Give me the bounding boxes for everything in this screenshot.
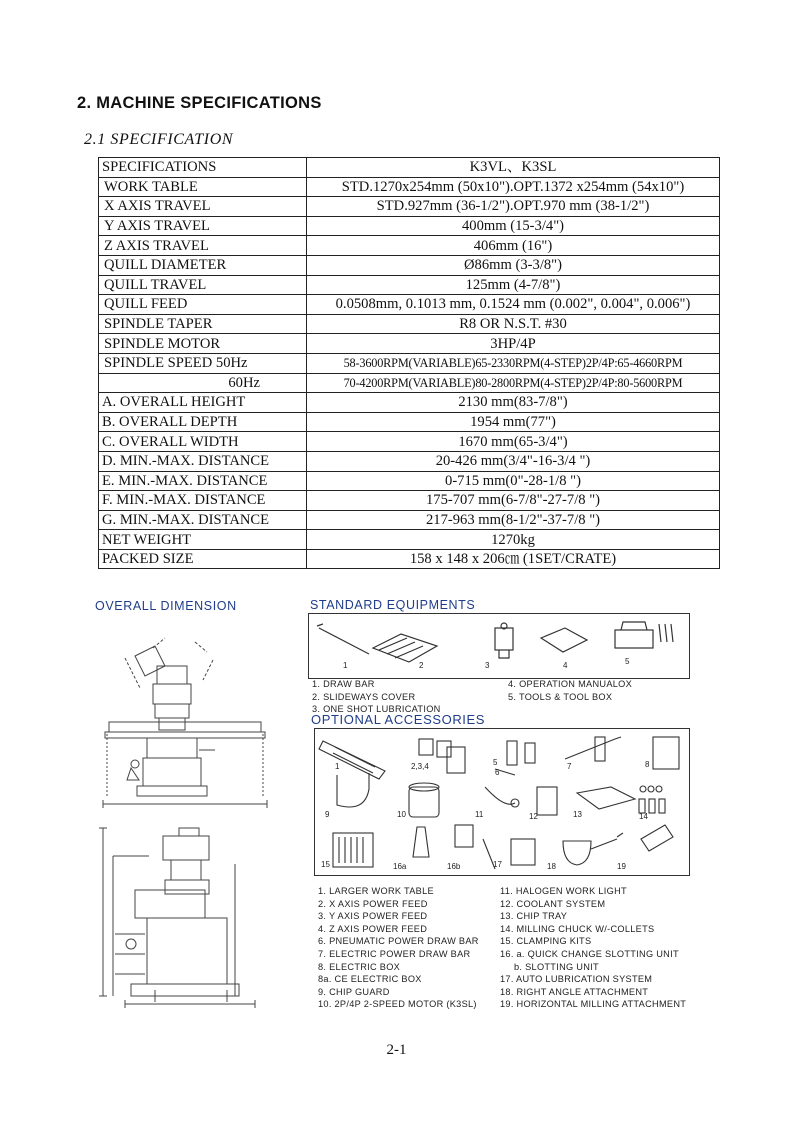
spec-value: 217-963 mm(8-1/2"-37-7/8 ") — [307, 510, 720, 530]
list-item: 6. PNEUMATIC POWER DRAW BAR — [318, 936, 479, 947]
list-item: b. SLOTTING UNIT — [514, 961, 599, 972]
spec-value: 158 x 148 x 206㎝ (1SET/CRATE) — [307, 549, 720, 569]
spec-value: 0-715 mm(0"-28-1/8 ") — [307, 471, 720, 491]
header-cell: SPECIFICATIONS — [99, 158, 307, 178]
section-heading: 2. MACHINE SPECIFICATIONS — [77, 94, 322, 112]
equipment-number: 5 — [625, 657, 630, 666]
standard-equipments-list-left — [312, 678, 441, 716]
table-row — [99, 393, 720, 413]
draw-bar-icon — [319, 628, 369, 654]
spec-label: NET WEIGHT — [99, 530, 307, 550]
accessory-number: 8 — [645, 760, 650, 769]
table-row — [99, 353, 720, 373]
list-item: 5. TOOLS & TOOL BOX — [508, 691, 613, 702]
standard-equipments-panel — [308, 613, 690, 679]
horizontal-milling-icon — [641, 825, 673, 851]
spec-label: E. MIN.-MAX. DISTANCE — [99, 471, 307, 491]
table-row — [99, 373, 720, 393]
operation-manual-icon — [541, 628, 587, 652]
standard-equipments-illustration — [309, 614, 689, 678]
clamping-kits-icon — [333, 833, 373, 867]
optional-accessories-list-left — [318, 885, 479, 1011]
equipment-number: 1 — [343, 661, 348, 670]
list-item: 10. 2P/4P 2-SPEED MOTOR (K3SL) — [318, 999, 477, 1010]
table-row — [99, 295, 720, 315]
one-shot-lubrication-icon — [495, 623, 513, 658]
spec-label: Y AXIS TRAVEL — [99, 216, 307, 236]
spec-value: Ø86mm (3-3/8") — [307, 255, 720, 275]
spec-value: 0.0508mm, 0.1013 mm, 0.1524 mm (0.002", 0.004", 0.006") — [307, 295, 720, 315]
table-row — [99, 432, 720, 452]
electric-box-icon — [653, 737, 679, 769]
table-row — [99, 451, 720, 471]
chip-guard-icon — [337, 773, 369, 807]
electric-draw-bar-icon — [565, 737, 621, 759]
accessory-number: 16a — [393, 862, 407, 871]
chip-tray-icon — [577, 787, 635, 809]
spec-value: 175-707 mm(6-7/8"-27-7/8 ") — [307, 491, 720, 511]
list-item: 11. HALOGEN WORK LIGHT — [500, 886, 627, 896]
spec-value: 20-426 mm(3/4"-16-3/4 ") — [307, 451, 720, 471]
list-item: 12. COOLANT SYSTEM — [500, 898, 606, 909]
list-item: 3. Y AXIS POWER FEED — [318, 911, 428, 922]
halogen-work-light-icon — [485, 787, 515, 804]
list-item: 4. OPERATION MANUALOX — [508, 679, 633, 689]
spec-label: F. MIN.-MAX. DISTANCE — [99, 491, 307, 511]
table-row — [99, 216, 720, 236]
spec-label: X AXIS TRAVEL — [99, 197, 307, 217]
overall-dimension-title: OVERALL DIMENSION — [95, 599, 237, 613]
equipment-number: 2 — [419, 661, 424, 670]
list-item: 14. MILLING CHUCK W/-COLLETS — [500, 923, 655, 934]
optional-accessories-illustration — [315, 729, 689, 875]
spec-label: QUILL TRAVEL — [99, 275, 307, 295]
table-row — [99, 197, 720, 217]
spec-label: SPINDLE TAPER — [99, 314, 307, 334]
table-row — [99, 314, 720, 334]
accessory-number: 14 — [639, 812, 648, 821]
spec-value: 2130 mm(83-7/8") — [307, 393, 720, 413]
spec-label: PACKED SIZE — [99, 549, 307, 569]
subsection-heading: 2.1 SPECIFICATION — [84, 131, 234, 148]
accessory-number: 6 — [495, 768, 500, 777]
spec-value: 3HP/4P — [307, 334, 720, 354]
spec-label: Z AXIS TRAVEL — [99, 236, 307, 256]
accessory-number: 7 — [567, 762, 572, 771]
slotting-unit-icon — [455, 825, 473, 847]
right-angle-attachment-icon — [563, 841, 591, 865]
spec-label: QUILL FEED — [99, 295, 307, 315]
list-item: 1. DRAW BAR — [312, 679, 375, 689]
accessory-number: 15 — [321, 860, 330, 869]
list-item: 8a. CE ELECTRIC BOX — [318, 974, 422, 985]
table-row — [99, 177, 720, 197]
auto-lubrication-icon — [511, 839, 535, 865]
front-view-drawing — [103, 638, 267, 808]
table-row — [99, 236, 720, 256]
accessory-number: 2,3,4 — [411, 762, 429, 771]
spec-label: SPINDLE SPEED 50Hz — [99, 353, 307, 373]
table-row — [99, 491, 720, 511]
table-header-row — [99, 158, 720, 178]
larger-work-table-icon — [319, 741, 385, 779]
table-row — [99, 530, 720, 550]
equipment-number: 4 — [563, 661, 568, 670]
list-item: 19. HORIZONTAL MILLING ATTACHMENT — [500, 999, 687, 1010]
lubrication-bottle-icon — [595, 737, 605, 761]
coolant-system-icon — [537, 787, 557, 815]
spec-label: B. OVERALL DEPTH — [99, 412, 307, 432]
list-item: 1. LARGER WORK TABLE — [318, 886, 434, 896]
table-row — [99, 334, 720, 354]
spec-value: 125mm (4-7/8") — [307, 275, 720, 295]
accessory-number: 17 — [493, 860, 502, 869]
spec-value: STD.1270x254mm (50x10").OPT.1372 x254mm (54x10") — [307, 177, 720, 197]
accessory-number: 13 — [573, 810, 582, 819]
spec-value: 400mm (15-3/4") — [307, 216, 720, 236]
side-view-drawing — [99, 828, 255, 1008]
spec-label: G. MIN.-MAX. DISTANCE — [99, 510, 307, 530]
spec-value: 406mm (16") — [307, 236, 720, 256]
optional-accessories-panel — [314, 728, 690, 876]
list-item: 15. CLAMPING KITS — [500, 936, 592, 947]
list-item: 3. ONE SHOT LUBRICATION — [312, 704, 441, 715]
spec-label: SPINDLE MOTOR — [99, 334, 307, 354]
table-row — [99, 275, 720, 295]
spec-value: 70-4200RPM(VARIABLE)80-2800RPM(4-STEP)2P/4P:80-5600RPM — [307, 373, 720, 393]
list-item: 2. SLIDEWAYS COVER — [312, 691, 416, 702]
spec-value: 1670 mm(65-3/4") — [307, 432, 720, 452]
spec-label: QUILL DIAMETER — [99, 255, 307, 275]
overall-dimension-drawing — [95, 618, 295, 1018]
spec-value: R8 OR N.S.T. #30 — [307, 314, 720, 334]
table-row — [99, 510, 720, 530]
optional-accessories-title: OPTIONAL ACCESSORIES — [311, 712, 486, 727]
list-item: 18. RIGHT ANGLE ATTACHMENT — [500, 986, 649, 997]
spec-value: 1954 mm(77") — [307, 412, 720, 432]
header-cell: K3VL、K3SL — [307, 158, 720, 178]
spec-label: D. MIN.-MAX. DISTANCE — [99, 451, 307, 471]
accessory-number: 5 — [493, 758, 498, 767]
list-item: 17. AUTO LUBRICATION SYSTEM — [500, 974, 653, 985]
spec-label: WORK TABLE — [99, 177, 307, 197]
specification-table — [98, 157, 720, 569]
spec-label: 60Hz — [99, 373, 307, 393]
list-item: 7. ELECTRIC POWER DRAW BAR — [318, 948, 471, 959]
optional-accessories-list-right — [500, 885, 686, 1011]
accessory-number: 11 — [475, 810, 484, 819]
motor-icon — [409, 783, 439, 817]
accessory-number: 1 — [335, 762, 340, 771]
standard-equipments-list-right — [508, 678, 632, 703]
accessory-number: 18 — [547, 862, 556, 871]
page-number: 2-1 — [386, 1042, 407, 1058]
list-item: 16. a. QUICK CHANGE SLOTTING UNIT — [500, 948, 679, 959]
spec-value: 1270kg — [307, 530, 720, 550]
spec-value: STD.927mm (36-1/2").OPT.970 mm (38-1/2") — [307, 197, 720, 217]
list-item: 9. CHIP GUARD — [318, 986, 390, 997]
equipment-number: 3 — [485, 661, 490, 670]
draw-bar-accessory-icon — [495, 741, 535, 775]
list-item: 8. ELECTRIC BOX — [318, 961, 401, 972]
spec-value: 58-3600RPM(VARIABLE)65-2330RPM(4-STEP)2P/4P:65-4660RPM — [307, 353, 720, 373]
table-row — [99, 255, 720, 275]
list-item: 13. CHIP TRAY — [500, 911, 568, 922]
accessory-number: 10 — [397, 810, 406, 819]
quick-change-slotting-icon — [413, 827, 429, 857]
spec-label: C. OVERALL WIDTH — [99, 432, 307, 452]
list-item: 4. Z AXIS POWER FEED — [318, 923, 428, 934]
tools-tool-box-icon — [615, 622, 673, 648]
table-row — [99, 549, 720, 569]
accessory-number: 19 — [617, 862, 626, 871]
list-item: 2. X AXIS POWER FEED — [318, 898, 428, 909]
milling-chuck-icon — [639, 786, 665, 813]
accessory-number: 16b — [447, 862, 461, 871]
accessory-number: 12 — [529, 812, 538, 821]
table-row — [99, 412, 720, 432]
spec-label: A. OVERALL HEIGHT — [99, 393, 307, 413]
table-row — [99, 471, 720, 491]
standard-equipments-title: STANDARD EQUIPMENTS — [310, 598, 476, 612]
accessory-number: 9 — [325, 810, 330, 819]
